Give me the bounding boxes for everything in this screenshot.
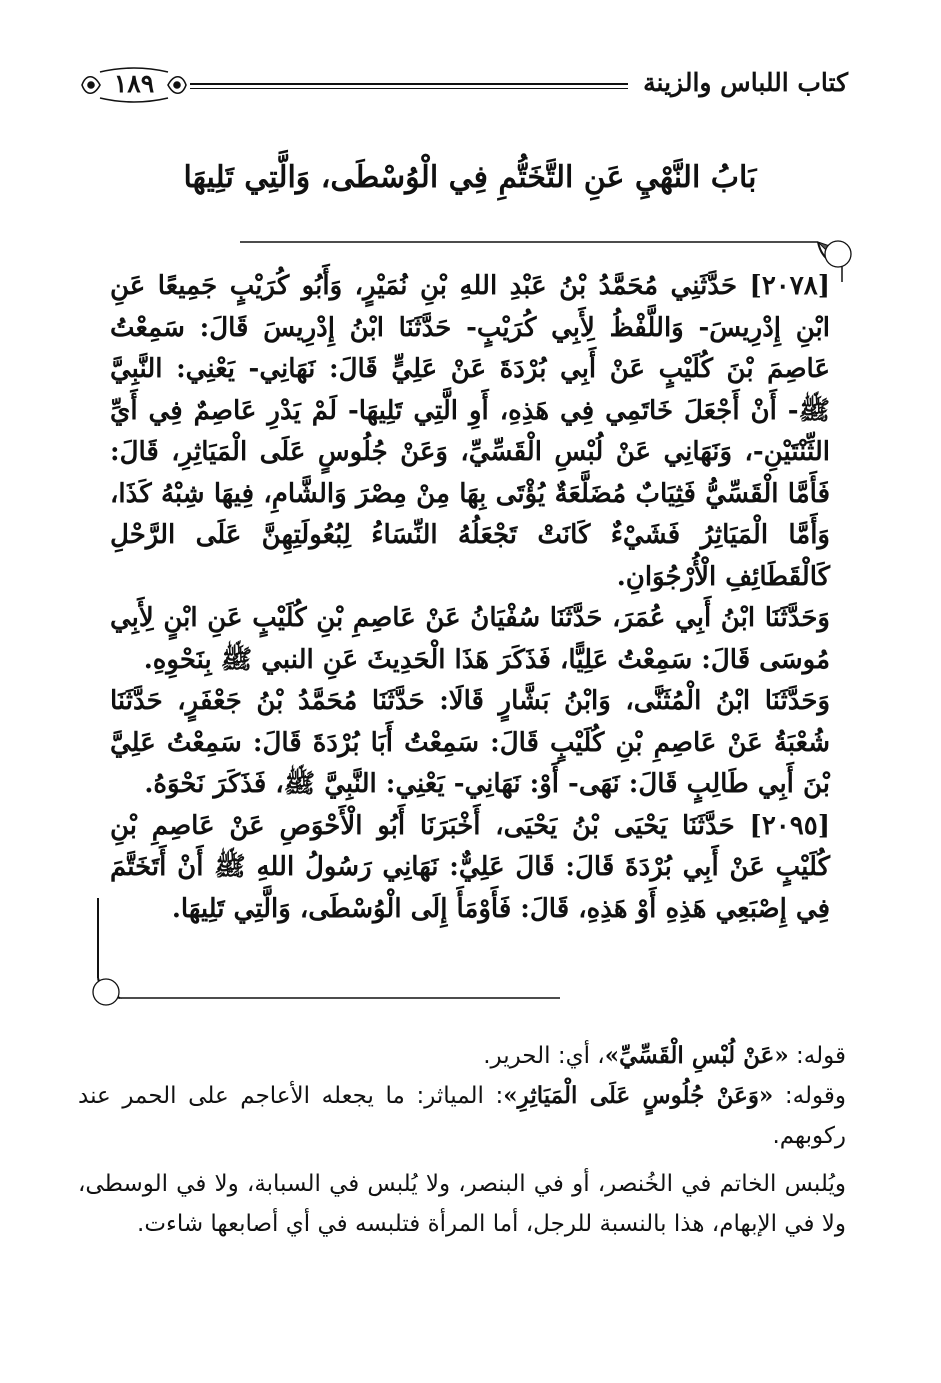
commentary-paragraph: ويُلبس الخاتم في الخُنصر، أو في البنصر، ولا يُلبس في السبابة، ولا في الوسطى، ولا في الإبهام، هذا بالنسبة للرجل، أما المرأة فتلبسه في أي أصابعها شاءت. [78, 1171, 846, 1237]
commentary-gloss: ، أي: الحرير. [483, 1043, 605, 1069]
quoted-phrase: «وَعَنْ جُلُوسٍ عَلَى الْمَيَاثِرِ» [503, 1082, 774, 1109]
running-header [78, 66, 848, 106]
commentary-paragraph [78, 1036, 846, 1076]
book-title: كتاب اللباس والزينة [643, 68, 848, 97]
hadith-variant-1: وَحَدَّثَنَا ابْنُ أَبِي عُمَرَ، حَدَّثَنَا سُفْيَانُ عَنْ عَاصِمِ بْنِ كُلَيْبٍ عَنِ ابْنٍ لِأَبِي مُوسَى قَالَ: سَمِعْتُ عَلِيًّا، فَذَكَرَ هَذَا الْحَدِيثَ عَنِ النبي ﷺ بِنَحْوِهِ. [110, 603, 830, 675]
commentary-gloss: : المياثر: ما يجعله الأعاجم على الحمر عند ركوبهم. [78, 1083, 846, 1149]
commentary-prefix: وقوله: [773, 1083, 846, 1109]
corner-ornament-icon [93, 979, 119, 1005]
hadith-variant-2: وَحَدَّثَنَا ابْنُ الْمُثَنَّى، وَابْنُ بَشَّارٍ قَالَا: حَدَّثَنَا مُحَمَّدُ بْنُ جَعْفَرٍ، حَدَّثَنَا شُعْبَةُ عَنْ عَاصِمِ بْنِ كُلَيْبٍ قَالَ: سَمِعْتُ أَبَا بُرْدَةَ قَالَ: سَمِعْتُ عَلِيَّ بْنَ أَبِي طَالِبٍ قَالَ: نَهَى- أَوْ: نَهَانِي- يَعْنِي: النَّبِيَّ ﷺ، فَذَكَرَ نَحْوَهُ. [110, 686, 830, 799]
commentary-paragraph [78, 1076, 846, 1156]
hadith-block [110, 266, 830, 930]
page-number: ١٨٩ [113, 69, 155, 98]
page-number-ornament [78, 66, 190, 104]
hadith-2078: [٢٠٧٨] حَدَّثَنِي مُحَمَّدُ بْنُ عَبْدِ اللهِ بْنِ نُمَيْرٍ، وَأَبُو كُرَيْبٍ جَمِيعًا عَنِ ابْنِ إِدْرِيسَ- وَاللَّفْظُ لِأَبِي كُرَيْبٍ- حَدَّثَنَا ابْنُ إِدْرِيسَ قَالَ: سَمِعْتُ عَاصِمَ بْنَ كُلَيْبٍ عَنْ أَبِي بُرْدَةَ عَنْ عَلِيٍّ قَالَ: نَهَانِي- يَعْنِي: النَّبِيَّ ﷺ- أَنْ أَجْعَلَ خَاتَمِي فِي هَذِهِ، أَوِ الَّتِي تَلِيهَا- لَمْ يَدْرِ عَاصِمٌ فِي أَيِّ الثِّنْتَيْنِ-، وَنَهَانِي عَنْ لُبْسِ الْقَسِّيِّ، وَعَنْ جُلُوسٍ عَلَى الْمَيَاثِرِ، قَالَ: فَأَمَّا الْقَسِّيُّ فَثِيَابٌ مُضَلَّعَةٌ يُؤْتَى بِهَا مِنْ مِصْرَ وَالشَّامِ، فِيهَا شِبْهُ كَذَا، وَأَمَّا الْمَيَاثِرُ فَشَيْءٌ كَانَتْ تَجْعَلُهُ النِّسَاءُ لِبُعُولَتِهِنَّ عَلَى الرَّحْلِ كَالْقَطَائِفِ الْأُرْجُوَانِ. [110, 271, 830, 592]
hadith-2095: [٢٠٩٥] حَدَّثَنَا يَحْيَى بْنُ يَحْيَى، أَخْبَرَنَا أَبُو الْأَحْوَصِ عَنْ عَاصِمِ بْنِ كُلَيْبٍ عَنْ أَبِي بُرْدَةَ قَالَ: قَالَ عَلِيٌّ: نَهَانِي رَسُولُ اللهِ ﷺ أَنْ أَتَخَتَّمَ فِي إِصْبَعِي هَذِهِ أَوْ هَذِهِ، قَالَ: فَأَوْمَأَ إِلَى الْوُسْطَى، وَالَّتِي تَلِيهَا. [110, 810, 830, 924]
corner-ornament-icon [825, 241, 851, 267]
chapter-heading: بَابُ النَّهْيِ عَنِ التَّخَتُّمِ فِي الْوُسْطَى، وَالَّتِي تَلِيهَا [183, 160, 757, 195]
commentary-prefix: قوله: [788, 1043, 846, 1069]
commentary [78, 1036, 846, 1244]
header-rule [190, 83, 628, 89]
quoted-phrase: «عَنْ لُبْسِ الْقَسِّيِّ» [604, 1042, 789, 1069]
